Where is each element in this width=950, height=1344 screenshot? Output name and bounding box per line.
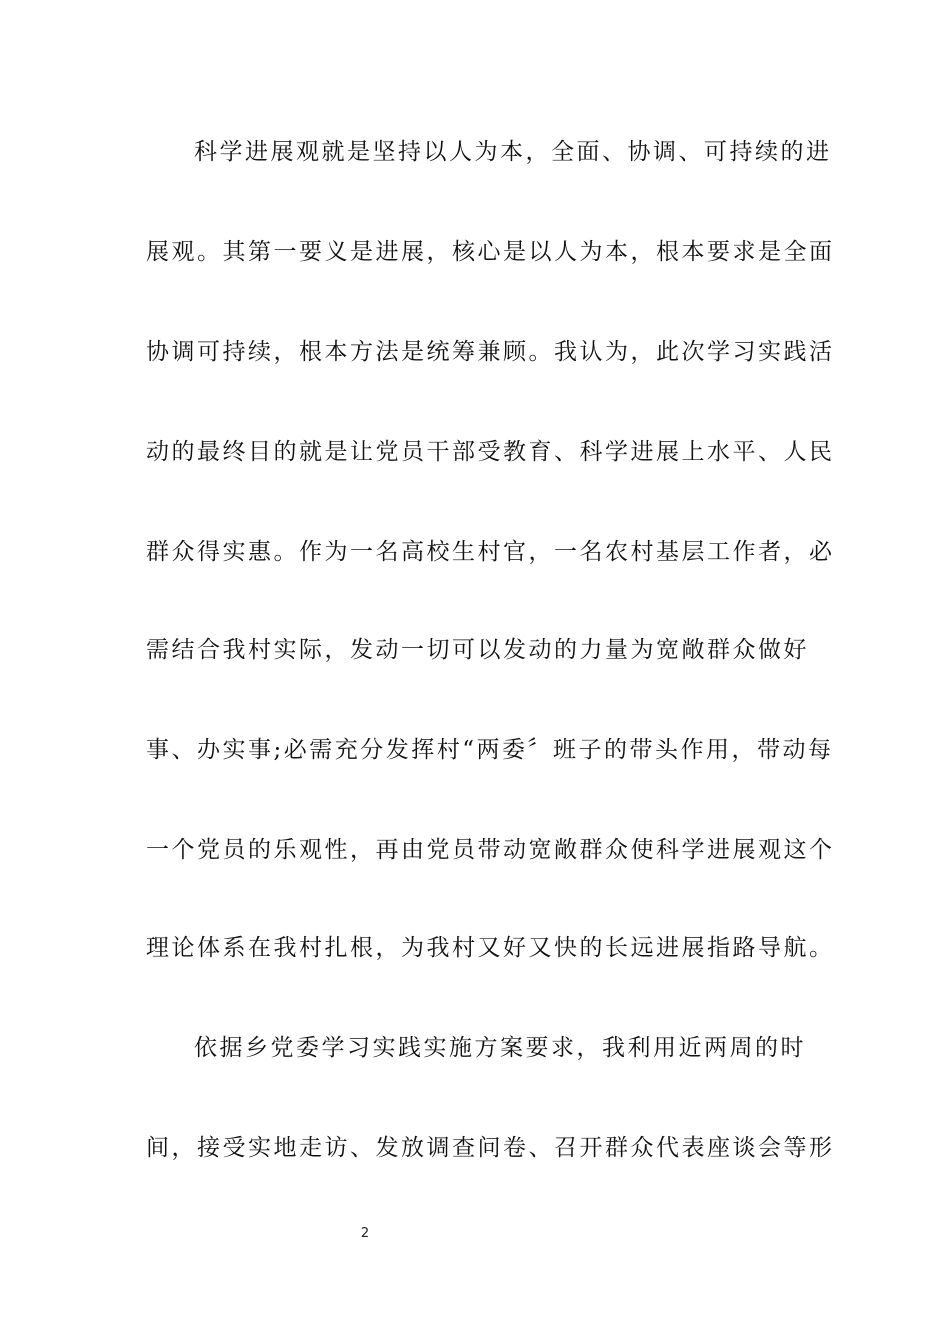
paragraph-1-line-7: 事、办实事;必需充分发挥村“两委〞班子的带头作用，带动每 <box>146 737 834 763</box>
paragraph-1-line-8: 一个党员的乐观性，再由党员带动宽敞群众使科学进展观这个 <box>146 837 835 863</box>
paragraph-2-line-1: 依据乡党委学习实践实施方案要求，我利用近两周的时 <box>194 1035 806 1061</box>
paragraph-1-line-4: 动的最终目的就是让党员干部受教育、科学进展上水平、人民 <box>146 439 835 465</box>
paragraph-1-line-5: 群众得实惠。作为一名高校生村官，一名农村基层工作者，必 <box>146 539 835 565</box>
paragraph-1-line-2: 展观。其第一要义是进展，核心是以人为本，根本要求是全面 <box>146 239 835 265</box>
page-number: 2 <box>360 1226 370 1241</box>
paragraph-1-line-6: 需结合我村实际，发动一切可以发动的力量为宽敞群众做好 <box>146 637 809 663</box>
paragraph-1-line-9: 理论体系在我村扎根，为我村又好又快的长远进展指路导航。 <box>146 935 835 961</box>
paragraph-1-line-3: 协调可持续，根本方法是统筹兼顾。我认为，此次学习实践活 <box>146 339 835 365</box>
paragraph-1-line-1: 科学进展观就是坚持以人为本，全面、协调、可持续的进 <box>194 139 832 165</box>
paragraph-2-line-2: 间，接受实地走访、发放调查问卷、召开群众代表座谈会等形 <box>146 1135 835 1161</box>
